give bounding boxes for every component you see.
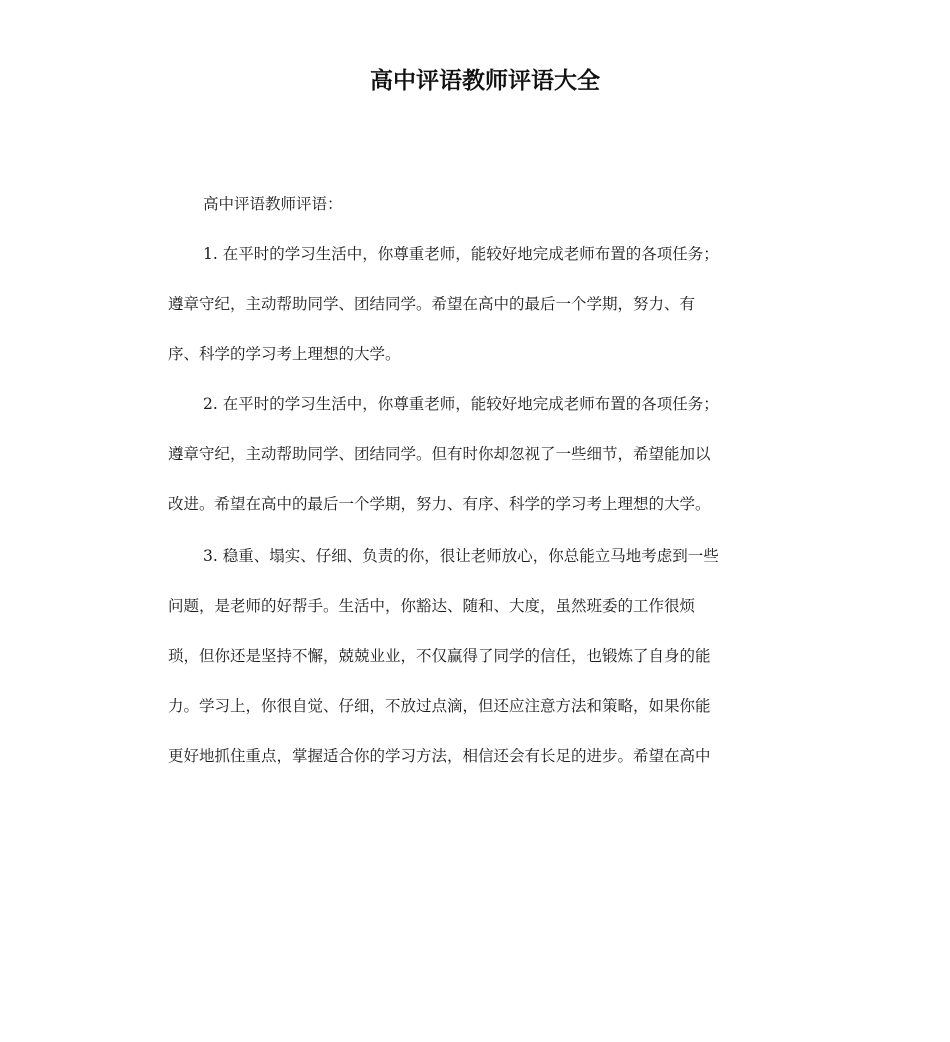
comment-1-line-2: 遵章守纪，主动帮助同学、团结同学。希望在高中的最后一个学期，努力、有: [168, 295, 696, 313]
comment-3-line-4: 力。学习上，你很自觉、仔细，不放过点滴，但还应注意方法和策略，如果你能: [168, 697, 711, 715]
comment-3-line-3: 琐，但你还是坚持不懈，兢兢业业，不仅赢得了同学的信任，也锻炼了自身的能: [168, 647, 711, 665]
comment-2-line-3: 改进。希望在高中的最后一个学期，努力、有序、科学的学习考上理想的大学。: [168, 495, 711, 513]
intro-line: 高中评语教师评语：: [203, 195, 343, 213]
comment-3-line-1: 3. 稳重、塌实、仔细、负责的你，很让老师放心，你总能立马地考虑到一些: [203, 547, 719, 565]
document-title: 高中评语教师评语大全: [370, 68, 600, 94]
comment-3-line-5: 更好地抓住重点，掌握适合你的学习方法，相信还会有长足的进步。希望在高中: [168, 747, 711, 765]
comment-2-line-2: 遵章守纪，主动帮助同学、团结同学。但有时你却忽视了一些细节，希望能加以: [168, 445, 711, 463]
comment-1-line-3: 序、科学的学习考上理想的大学。: [168, 345, 401, 363]
comment-1-line-1: 1. 在平时的学习生活中，你尊重老师，能较好地完成老师布置的各项任务；: [203, 245, 719, 263]
comment-2-line-1: 2. 在平时的学习生活中，你尊重老师，能较好地完成老师布置的各项任务；: [203, 395, 719, 413]
comment-3-line-2: 问题，是老师的好帮手。生活中，你豁达、随和、大度，虽然班委的工作很烦: [168, 597, 696, 615]
